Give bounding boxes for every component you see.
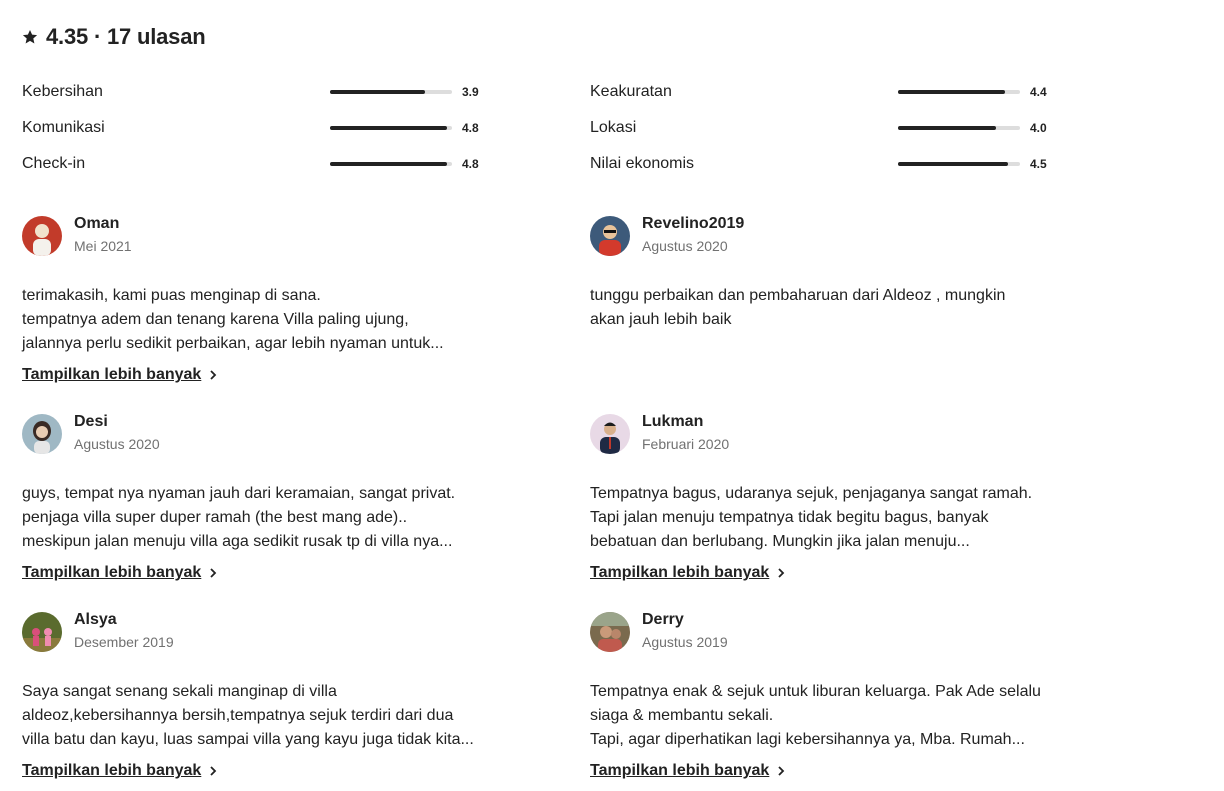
rating-value: 4.8	[462, 121, 479, 135]
rating-value: 4.8	[462, 157, 479, 171]
reviewer-name: Lukman	[642, 413, 704, 430]
show-more-link[interactable]	[22, 564, 219, 582]
review-card	[22, 608, 482, 780]
review-count: 17 ulasan	[107, 24, 206, 49]
avatar[interactable]	[590, 414, 630, 454]
show-more-link[interactable]	[590, 564, 787, 582]
rating-row-check-in	[22, 152, 482, 176]
avatar[interactable]	[22, 414, 62, 454]
review-text: Saya sangat senang sekali manginap di villa aldeoz,kebersihannya bersih,tempatnya sejuk terdiri dari dua villa batu dan kayu, luas sampai villa yang kayu juga tidak kita...	[22, 683, 474, 748]
rating-bar	[898, 162, 1020, 166]
review-text: terimakasih, kami puas menginap di sana. tempatnya adem dan tenang karena Villa paling ujung, jalannya perlu sedikit perbaikan, agar lebih nyaman untuk...	[22, 287, 444, 352]
review-text: Tempatnya bagus, udaranya sejuk, penjaganya sangat ramah. Tapi jalan menuju tempatnya tidak begitu bagus, banyak bebatuan dan berlubang. Mungkin jika jalan menuju...	[590, 485, 1033, 550]
rating-row-komunikasi	[22, 116, 482, 140]
reviewer-name: Alsya	[74, 611, 117, 628]
review-text: guys, tempat nya nyaman jauh dari keramaian, sangat privat. penjaga villa super duper ramah (the best mang ade).. meskipun jalan menuju villa aga sedikit rusak tp di villa nya...	[22, 485, 456, 550]
rating-label: Lokasi	[590, 119, 637, 136]
review-date: Mei 2021	[74, 238, 132, 254]
rating-label: Komunikasi	[22, 119, 105, 136]
chevron-right-icon	[207, 765, 219, 777]
rating-bar-fill	[898, 126, 996, 130]
rating-value: 4.0	[1030, 121, 1047, 135]
review-card	[22, 410, 482, 582]
show-more-label: Tampilkan lebih banyak	[22, 366, 202, 383]
avatar[interactable]	[22, 216, 62, 256]
rating-label: Check-in	[22, 155, 86, 172]
review-text: tunggu perbaikan dan pembaharuan dari Aldeoz , mungkin akan jauh lebih baik	[590, 287, 1006, 328]
review-card	[22, 212, 482, 384]
avatar-image	[22, 612, 62, 652]
chevron-right-icon	[207, 567, 219, 579]
review-card	[590, 410, 1050, 582]
show-more-label: Tampilkan lebih banyak	[22, 564, 202, 581]
rating-row-nilai-ekonomis	[590, 152, 1050, 176]
avatar-image	[22, 414, 62, 454]
show-more-label: Tampilkan lebih banyak	[590, 762, 770, 779]
show-more-label: Tampilkan lebih banyak	[22, 762, 202, 779]
reviews-summary-header	[22, 24, 206, 50]
show-more-label: Tampilkan lebih banyak	[590, 564, 770, 581]
rating-label: Nilai ekonomis	[590, 155, 695, 172]
chevron-right-icon	[775, 765, 787, 777]
avatar-image	[590, 414, 630, 454]
rating-summary	[46, 24, 206, 50]
review-date: Agustus 2019	[642, 634, 728, 650]
rating-value: 4.5	[1030, 157, 1047, 171]
rating-bar-fill	[330, 162, 447, 166]
review-card	[590, 212, 1050, 332]
avatar[interactable]	[22, 612, 62, 652]
rating-label: Keakuratan	[590, 83, 672, 100]
reviewer-name: Desi	[74, 413, 108, 430]
rating-bar-fill	[330, 126, 447, 130]
rating-bar-fill	[330, 90, 425, 94]
rating-row-lokasi	[590, 116, 1050, 140]
rating-bar	[330, 162, 452, 166]
avatar-image	[22, 216, 62, 256]
reviewer-name: Derry	[642, 611, 684, 628]
rating-label: Kebersihan	[22, 83, 103, 100]
rating-bar	[898, 90, 1020, 94]
review-date: Agustus 2020	[642, 238, 728, 254]
overall-rating: 4.35	[46, 24, 89, 49]
avatar-image	[590, 612, 630, 652]
reviewer-name: Oman	[74, 215, 120, 232]
rating-bar	[330, 126, 452, 130]
review-text: Tempatnya enak & sejuk untuk liburan keluarga. Pak Ade selalu siaga & membantu sekali. Tapi, agar diperhatikan lagi kebersihannya ya, Mba. Rumah...	[590, 683, 1041, 748]
show-more-link[interactable]	[22, 366, 219, 384]
review-date: Februari 2020	[642, 436, 730, 452]
star-icon	[22, 29, 38, 45]
review-date: Desember 2019	[74, 634, 174, 650]
review-date: Agustus 2020	[74, 436, 160, 452]
chevron-right-icon	[207, 369, 219, 381]
rating-bar-fill	[898, 162, 1008, 166]
show-more-link[interactable]	[590, 762, 787, 780]
review-card	[590, 608, 1050, 780]
rating-value: 3.9	[462, 85, 479, 99]
rating-bar	[898, 126, 1020, 130]
separator-dot: ·	[93, 24, 102, 49]
avatar[interactable]	[590, 216, 630, 256]
rating-row-kebersihan	[22, 80, 482, 104]
rating-bar-fill	[898, 90, 1005, 94]
rating-row-keakuratan	[590, 80, 1050, 104]
reviewer-name: Revelino2019	[642, 215, 745, 232]
rating-value: 4.4	[1030, 85, 1047, 99]
chevron-right-icon	[775, 567, 787, 579]
rating-bar	[330, 90, 452, 94]
show-more-link[interactable]	[22, 762, 219, 780]
avatar[interactable]	[590, 612, 630, 652]
avatar-image	[590, 216, 630, 256]
